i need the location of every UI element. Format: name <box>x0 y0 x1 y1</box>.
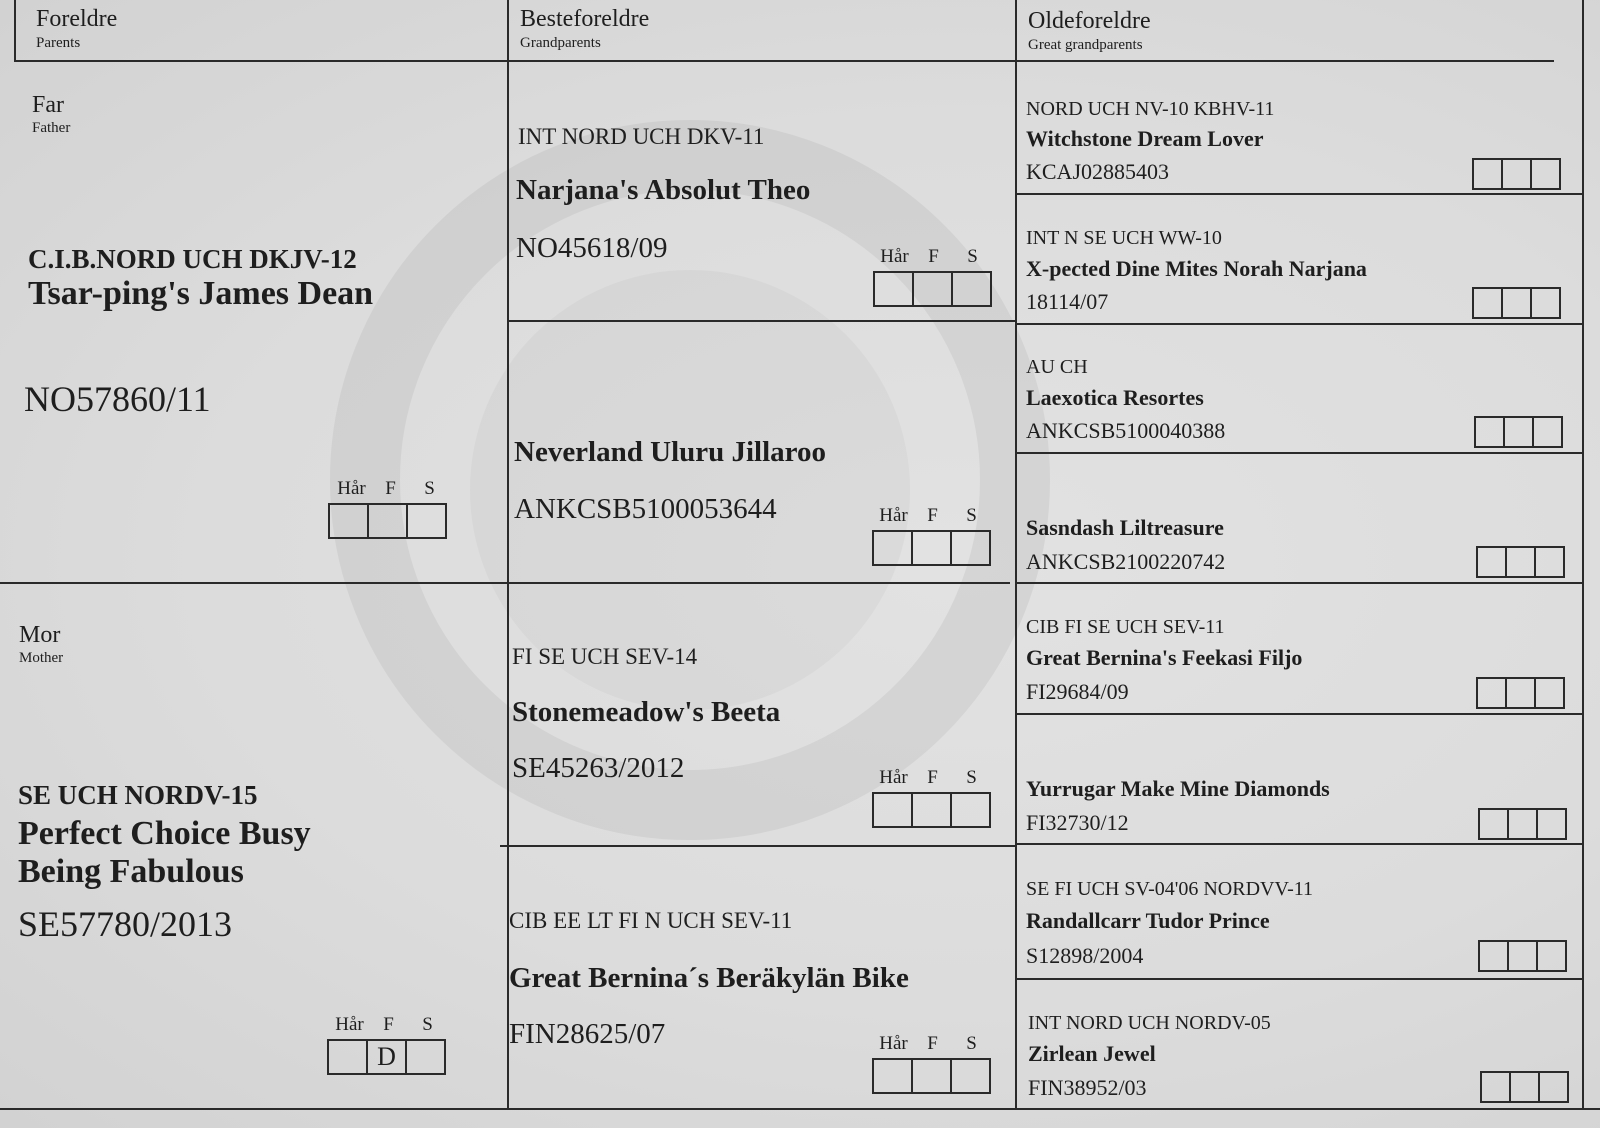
mother-name-line1: Perfect Choice Busy <box>18 815 311 852</box>
har-box <box>1480 1071 1511 1103</box>
f-box <box>911 792 952 828</box>
great-grandparent-8-reg: FIN38952/03 <box>1028 1075 1147 1100</box>
father-title: C.I.B.NORD UCH DKJV-12 <box>28 244 357 274</box>
mother-check-boxes <box>327 1039 446 1075</box>
s-box <box>950 530 991 566</box>
great-grandparent-7-name: Randallcarr Tudor Prince <box>1026 908 1270 933</box>
grandparent-4-reg: FIN28625/07 <box>509 1018 666 1050</box>
s-box <box>406 503 447 539</box>
header-great-grandparents <box>1028 8 1151 54</box>
grandparent-1-title: INT NORD UCH DKV-11 <box>518 124 765 149</box>
divider <box>14 0 16 62</box>
grandparent-1-name: Narjana's Absolut Theo <box>516 174 811 206</box>
s-label: S <box>966 1033 977 1054</box>
har-label: Hår <box>879 505 908 526</box>
divider <box>1015 452 1584 454</box>
great-grandparent-5-title: CIB FI SE UCH SEV-11 <box>1026 616 1225 638</box>
father-role-sub: Father <box>32 120 71 136</box>
mother-reg: SE57780/2013 <box>18 904 233 944</box>
great-grandparent-6-reg: FI32730/12 <box>1026 810 1129 835</box>
grandparent-3-name: Stonemeadow's Beeta <box>512 696 781 728</box>
har-box <box>1478 940 1509 972</box>
great-grandparent-8-title: INT NORD UCH NORDV-05 <box>1028 1012 1271 1034</box>
divider <box>1015 323 1584 325</box>
grandparent-1-check-boxes <box>873 271 992 307</box>
f-label: F <box>927 1033 938 1054</box>
f-box <box>367 503 408 539</box>
great-grandparent-1-title: NORD UCH NV-10 KBHV-11 <box>1026 98 1275 120</box>
great-grandparent-3-check-boxes <box>1474 416 1563 448</box>
s-box <box>950 1058 991 1094</box>
s-box <box>405 1039 446 1075</box>
f-box <box>912 271 953 307</box>
header-parents-label: Foreldre <box>36 6 118 32</box>
s-box <box>1536 940 1567 972</box>
s-label: S <box>967 246 978 267</box>
har-box <box>1472 287 1503 319</box>
s-box <box>1534 677 1565 709</box>
father-name: Tsar-ping's James Dean <box>28 275 374 312</box>
f-label: F <box>928 246 939 267</box>
har-box <box>1476 546 1507 578</box>
s-label: S <box>422 1014 433 1035</box>
grandparent-2-reg: ANKCSB5100053644 <box>514 493 777 525</box>
great-grandparent-4-name: Sasndash Liltreasure <box>1026 515 1224 540</box>
s-box <box>951 271 992 307</box>
great-grandparent-2-check-boxes <box>1472 287 1561 319</box>
great-grandparent-2-name: X-pected Dine Mites Norah Narjana <box>1026 256 1367 281</box>
f-box <box>1501 158 1532 190</box>
divider <box>1015 843 1584 845</box>
har-box <box>872 530 913 566</box>
f-box <box>1505 546 1536 578</box>
s-label: S <box>424 478 435 499</box>
great-grandparent-4-reg: ANKCSB2100220742 <box>1026 549 1226 574</box>
father-box-labels <box>332 478 449 500</box>
har-box <box>1474 416 1505 448</box>
great-grandparent-2-title: INT N SE UCH WW-10 <box>1026 227 1222 249</box>
divider <box>507 0 509 1110</box>
great-grandparent-7-reg: S12898/2004 <box>1026 943 1144 968</box>
har-box <box>873 271 914 307</box>
s-box <box>1534 546 1565 578</box>
har-box <box>1476 677 1507 709</box>
father-role: Far <box>32 92 64 118</box>
divider <box>0 582 1010 584</box>
s-box <box>1532 416 1563 448</box>
great-grandparent-5-reg: FI29684/09 <box>1026 679 1129 704</box>
s-box <box>1530 287 1561 319</box>
header-grandparents-sub: Grandparents <box>520 35 601 51</box>
grandparent-3-box-labels <box>874 767 991 789</box>
har-box <box>328 503 369 539</box>
har-box <box>1478 808 1509 840</box>
har-label: Hår <box>335 1014 364 1035</box>
f-box <box>1503 416 1534 448</box>
s-label: S <box>966 505 977 526</box>
grandparent-2-check-boxes <box>872 530 991 566</box>
father-reg: NO57860/11 <box>24 379 211 419</box>
s-box <box>1538 1071 1569 1103</box>
f-box <box>1507 808 1538 840</box>
grandparent-1-reg: NO45618/09 <box>516 232 668 264</box>
header-great-grandparents-sub: Great grandparents <box>1028 37 1143 53</box>
f-box <box>1501 287 1532 319</box>
header-parents-sub: Parents <box>36 35 81 51</box>
header-grandparents-label: Besteforeldre <box>520 6 650 32</box>
divider <box>1015 582 1584 584</box>
great-grandparent-1-reg: KCAJ02885403 <box>1026 159 1170 184</box>
har-box <box>1472 158 1503 190</box>
grandparent-1-box-labels <box>875 246 992 268</box>
divider <box>1015 0 1017 1110</box>
great-grandparent-5-name: Great Bernina's Feekasi Filjo <box>1026 645 1303 670</box>
grandparent-2-name: Neverland Uluru Jillaroo <box>514 436 827 468</box>
f-box <box>1507 940 1538 972</box>
divider <box>1015 713 1584 715</box>
f-box <box>1509 1071 1540 1103</box>
divider <box>500 845 1017 847</box>
great-grandparent-1-name: Witchstone Dream Lover <box>1026 126 1264 151</box>
father-check-boxes <box>328 503 447 539</box>
great-grandparent-5-check-boxes <box>1476 677 1565 709</box>
great-grandparent-3-title: AU CH <box>1026 356 1088 378</box>
mother-role: Mor <box>19 622 61 648</box>
great-grandparent-8-name: Zirlean Jewel <box>1028 1041 1156 1066</box>
grandparent-3-check-boxes <box>872 792 991 828</box>
f-label: F <box>927 505 938 526</box>
s-box <box>950 792 991 828</box>
grandparent-2-box-labels <box>874 505 991 527</box>
grandparent-4-name: Great Bernina´s Beräkylän Bike <box>509 962 909 994</box>
s-box <box>1530 158 1561 190</box>
divider <box>507 320 1017 322</box>
mother-name-line2: Being Fabulous <box>18 853 244 890</box>
great-grandparent-6-check-boxes <box>1478 808 1567 840</box>
mother-title: SE UCH NORDV-15 <box>18 780 258 810</box>
great-grandparent-6-name: Yurrugar Make Mine Diamonds <box>1026 776 1330 801</box>
f-label: F <box>385 478 396 499</box>
mother-role-sub: Mother <box>19 650 64 666</box>
header-grandparents <box>520 6 649 52</box>
great-grandparent-7-title: SE FI UCH SV-04'06 NORDVV-11 <box>1026 878 1313 900</box>
grandparent-4-title: CIB EE LT FI N UCH SEV-11 <box>509 908 793 933</box>
divider <box>14 60 1554 62</box>
divider <box>1582 0 1584 1110</box>
great-grandparent-7-check-boxes <box>1478 940 1567 972</box>
f-box <box>911 530 952 566</box>
har-box <box>327 1039 368 1075</box>
divider <box>1015 193 1584 195</box>
har-box <box>872 1058 913 1094</box>
har-label: Hår <box>879 1033 908 1054</box>
f-box <box>1505 677 1536 709</box>
har-label: Hår <box>337 478 366 499</box>
har-label: Hår <box>879 767 908 788</box>
divider <box>1015 978 1584 980</box>
grandparent-4-box-labels <box>874 1033 991 1055</box>
great-grandparent-3-reg: ANKCSB5100040388 <box>1026 418 1226 443</box>
great-grandparent-2-reg: 18114/07 <box>1026 289 1109 314</box>
grandparent-3-title: FI SE UCH SEV-14 <box>512 644 698 669</box>
har-box <box>872 792 913 828</box>
f-box <box>911 1058 952 1094</box>
great-grandparent-4-check-boxes <box>1476 546 1565 578</box>
mother-box-labels <box>330 1014 447 1036</box>
great-grandparent-3-name: Laexotica Resortes <box>1026 385 1204 410</box>
s-label: S <box>966 767 977 788</box>
grandparent-3-reg: SE45263/2012 <box>512 752 685 784</box>
f-label: F <box>927 767 938 788</box>
f-label: F <box>383 1014 394 1035</box>
f-box: D <box>366 1039 407 1075</box>
header-parents <box>36 6 117 52</box>
header-great-grandparents-label: Oldeforeldre <box>1028 8 1151 34</box>
har-label: Hår <box>880 246 909 267</box>
great-grandparent-8-check-boxes <box>1480 1071 1569 1103</box>
s-box <box>1536 808 1567 840</box>
divider <box>0 1108 1600 1110</box>
great-grandparent-1-check-boxes <box>1472 158 1561 190</box>
grandparent-4-check-boxes <box>872 1058 991 1094</box>
